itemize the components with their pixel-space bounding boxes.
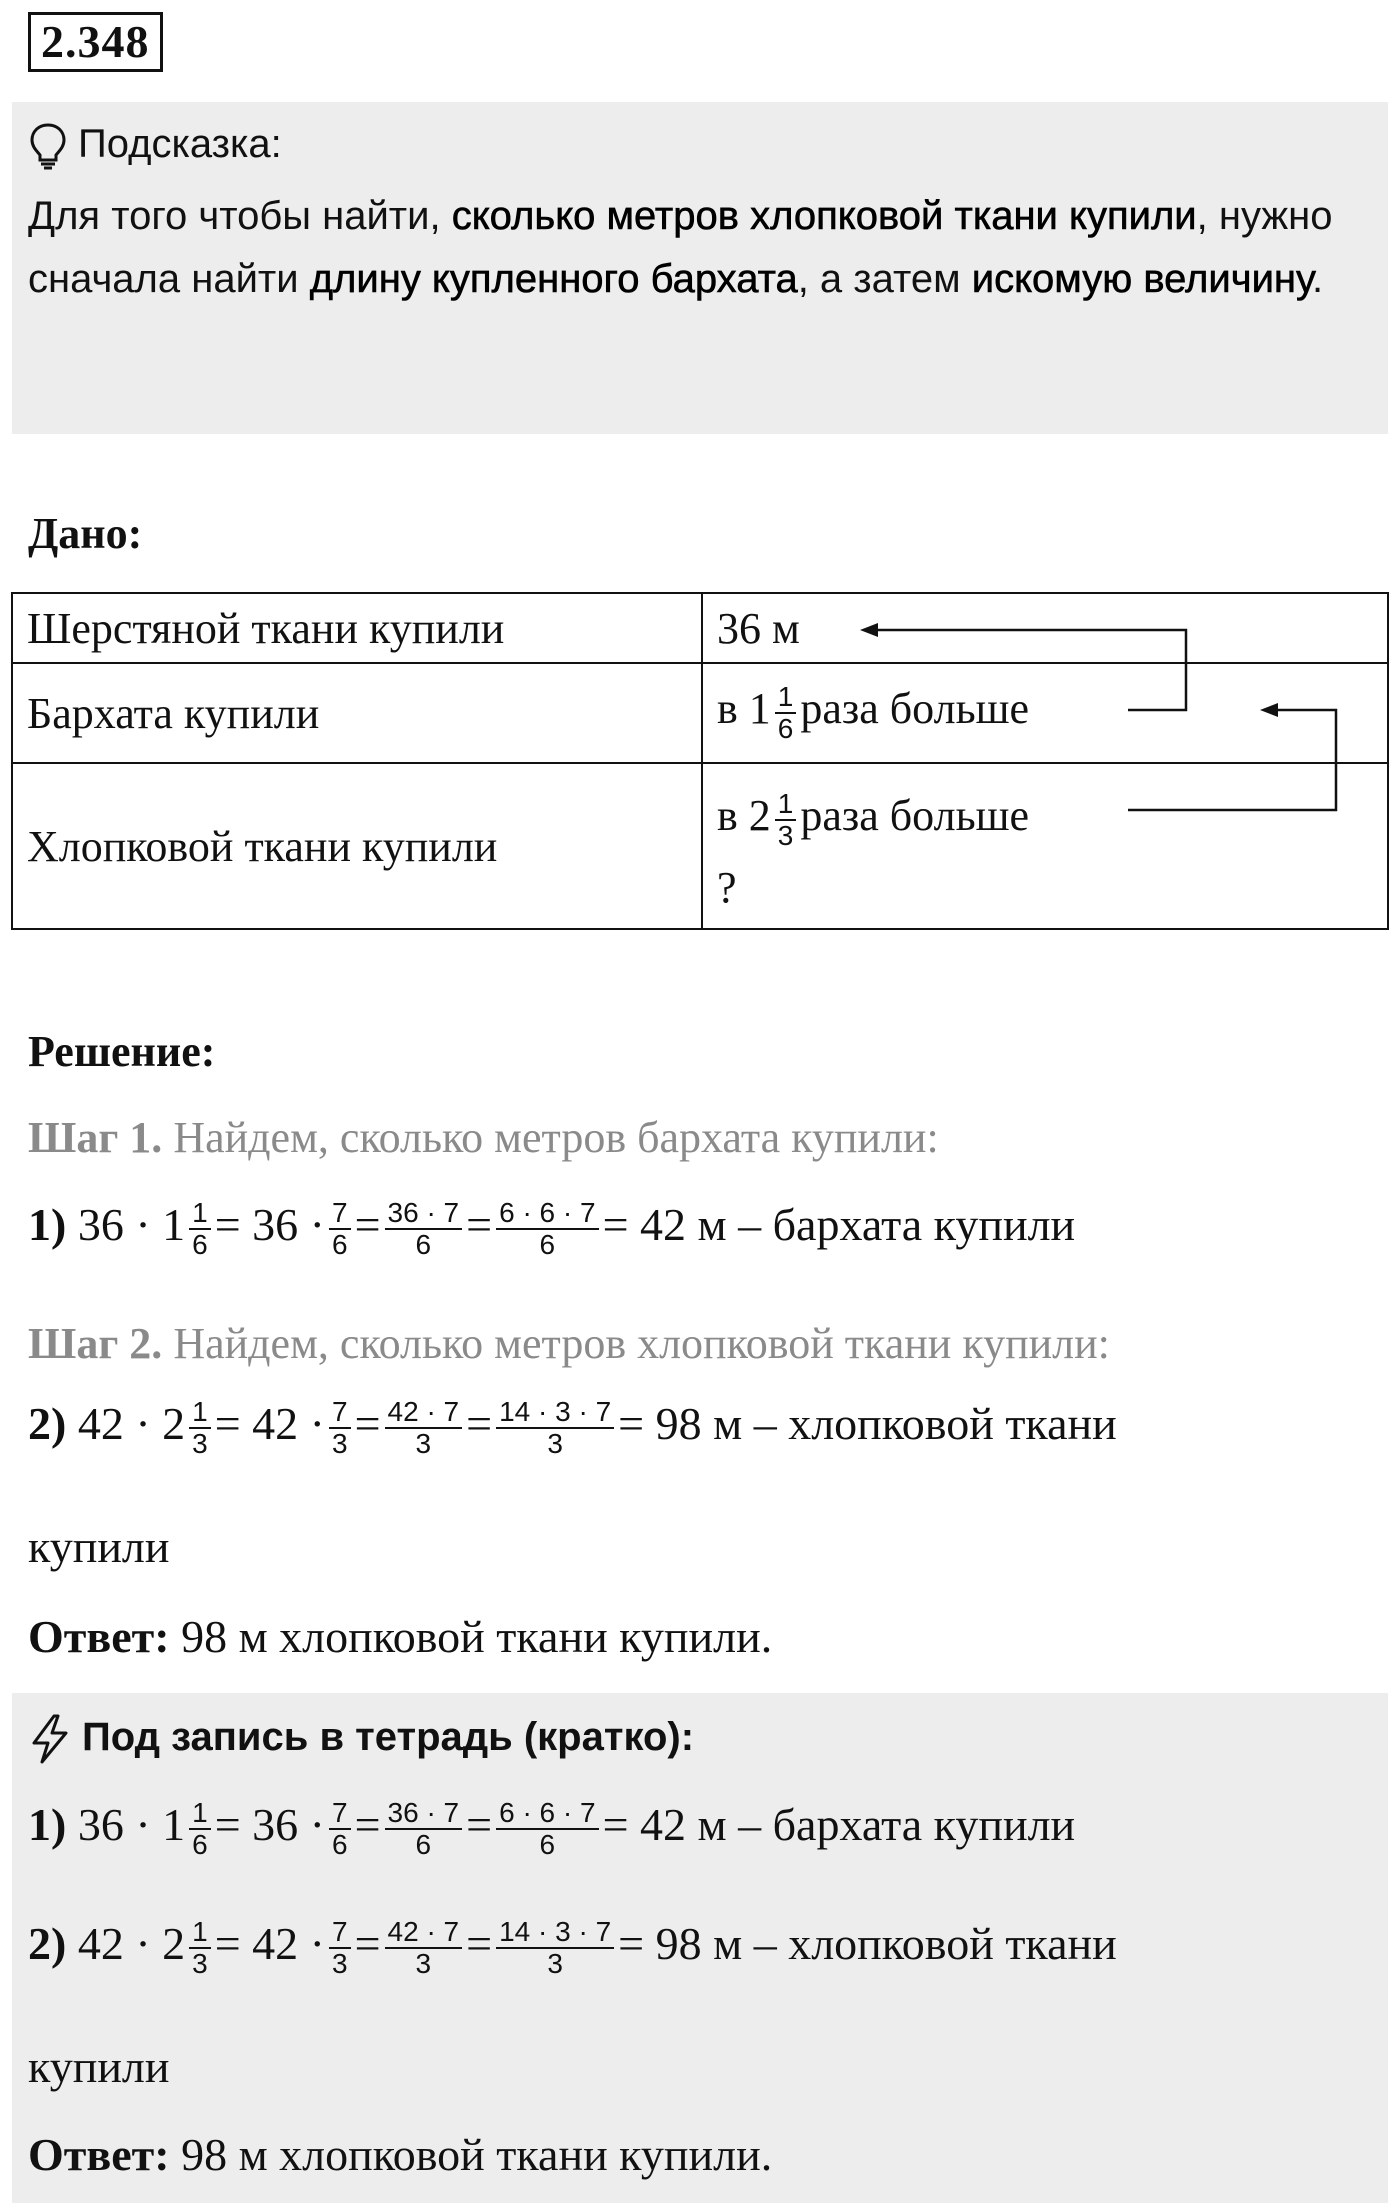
lightning-icon bbox=[28, 1713, 72, 1765]
short-equation-2: 2) 42 · 2 $\frac{1}{3}$ = 42 · $\frac{7}{3}$ = $\frac{42 \cdot 7}{3}$ = $\frac{14 \cdot 3 \cdot 7}{3}$ = 98 м – хлопковой ткани bbox=[28, 1916, 1117, 1980]
short-title bbox=[28, 1705, 694, 1769]
given-name: Бархата купили bbox=[12, 663, 702, 763]
short-equation-2-cont: купили bbox=[28, 2041, 170, 2092]
short-equation-1: 1) 36 · 1 $\frac{1}{6}$ = 36 · $\frac{7}{6}$ = $\frac{36 \cdot 7}{6}$ = $\frac{6 \cdot 6 \cdot 7}{6}$ = 42 м – бархата купили bbox=[28, 1797, 1076, 1861]
hint-title-text: Подсказка: bbox=[78, 122, 282, 166]
given-label: Дано: bbox=[28, 509, 143, 558]
hint-text: Для того чтобы найти, сколько метров хлопковой ткани купили, нужно сначала найти длину купленного бархата, а затем искомую величину. bbox=[28, 194, 1333, 301]
equation-2-cont: купили bbox=[28, 1521, 170, 1572]
equation-2: 2) 42 · 2 $\frac{1}{3}$ = 42 · $\frac{7}{3}$ = $\frac{42 \cdot 7}{3}$ = $\frac{14 \cdot 3 \cdot 7}{3}$ = 98 м – хлопковой ткани bbox=[28, 1396, 1117, 1460]
arrow-cotton-to-velvet bbox=[1128, 710, 1336, 810]
step-2: Шаг 2. Найдем, сколько метров хлопковой ткани купили: bbox=[28, 1319, 1110, 1368]
short-answer: Ответ: 98 м хлопковой ткани купили. bbox=[28, 2129, 773, 2180]
relation-arrows bbox=[0, 0, 1400, 900]
given-name: Хлопковой ткани купили bbox=[12, 763, 702, 929]
solution-label: Решение: bbox=[28, 1027, 216, 1076]
answer: Ответ: 98 м хлопковой ткани купили. bbox=[28, 1611, 773, 1662]
given-name: Шерстяной ткани купили bbox=[12, 593, 702, 663]
task-number: 2.348 bbox=[28, 12, 163, 72]
short-title-text: Под запись в тетрадь (кратко): bbox=[82, 1715, 695, 1759]
given-value: в 1 $\frac{1}{6}$ раза больше bbox=[702, 663, 1388, 763]
arrow-velvet-to-wool bbox=[870, 630, 1186, 710]
given-value: 36 м bbox=[702, 593, 1388, 663]
step-1: Шаг 1. Найдем, сколько метров бархата купили: bbox=[28, 1113, 939, 1162]
arrow-head-icon bbox=[860, 623, 878, 637]
equation-1: 1) 36 · 1 $\frac{1}{6}$ = 36 · $\frac{7}{6}$ = $\frac{36 \cdot 7}{6}$ = $\frac{6 \cdot 6 \cdot 7}{6}$ = 42 м – бархата купили bbox=[28, 1197, 1076, 1261]
given-value: в 2 $\frac{1}{3}$ раза больше ? bbox=[702, 763, 1388, 929]
arrow-head-icon bbox=[1260, 703, 1278, 717]
